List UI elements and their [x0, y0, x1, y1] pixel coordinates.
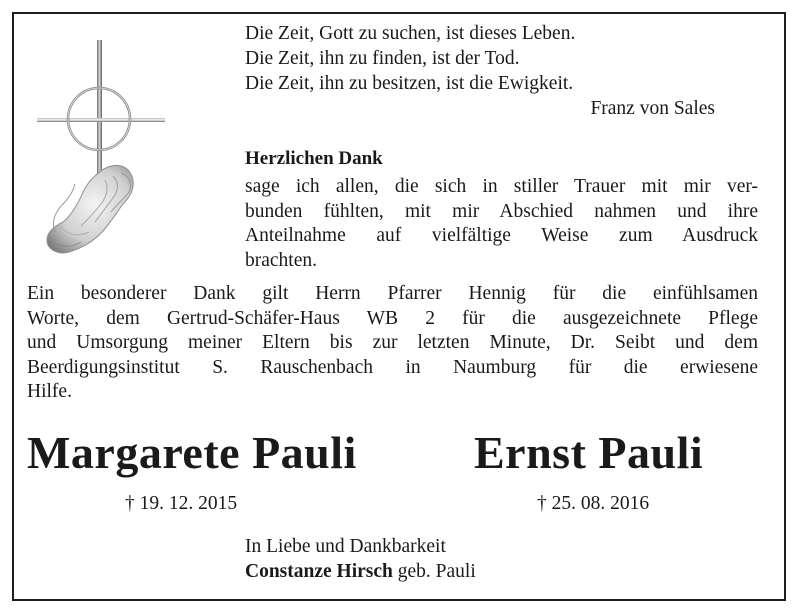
thanks-line: Worte, dem Gertrud-Schäfer-Haus WB 2 für die ausgezeichnete Pflege: [27, 307, 758, 329]
death-date-2: † 25. 08. 2016: [537, 493, 650, 514]
thanks-line: Anteilnahme auf vielfältige Weise zum Ausdruck: [245, 225, 758, 246]
closing-signature: [245, 535, 476, 584]
deceased-name-1: Margarete Pauli: [27, 427, 357, 478]
thanks-line: sage ich allen, die sich in stiller Trauer mit mir ver-: [245, 176, 758, 197]
thanks-line: und Umsorgung meiner Eltern bis zur letzten Minute, Dr. Seibt und dem: [27, 332, 758, 353]
thanks-line: Hilfe.: [27, 381, 72, 402]
quote-author: Franz von Sales: [590, 98, 715, 119]
signer-name: Constanze Hirsch: [245, 560, 393, 582]
thanks-special-paragraph: [27, 282, 758, 405]
death-date-1: † 19. 12. 2015: [125, 493, 238, 514]
thanks-intro-paragraph: [245, 175, 758, 273]
epigraph-quote: [245, 21, 715, 121]
closing-line: In Liebe und Dankbarkeit: [245, 536, 446, 557]
thanks-line: Ein besonderer Dank gilt Herrn Pfarrer Hennig für die einfühlsamen: [27, 283, 758, 304]
deceased-name-2: Ernst Pauli: [474, 427, 704, 478]
thanks-line: Beerdigungsinstitut S. Rauschenbach in Naumburg für die erwiesene: [27, 356, 758, 378]
quote-line: Die Zeit, Gott zu suchen, ist dieses Leben.: [245, 23, 576, 44]
thanks-line: bunden fühlten, mit mir Abschied nahmen und ihre: [245, 200, 758, 222]
praying-hands: [47, 165, 133, 252]
thanks-heading: Herzlichen Dank: [245, 148, 383, 169]
quote-line: Die Zeit, ihn zu besitzen, ist die Ewigkeit.: [245, 73, 574, 94]
signer-suffix: geb. Pauli: [392, 560, 476, 582]
thanks-line: brachten.: [245, 249, 318, 271]
quote-line: Die Zeit, ihn zu finden, ist der Tod.: [245, 48, 520, 69]
signer-line: [245, 560, 476, 585]
cross-with-praying-hands-icon: [25, 26, 175, 276]
